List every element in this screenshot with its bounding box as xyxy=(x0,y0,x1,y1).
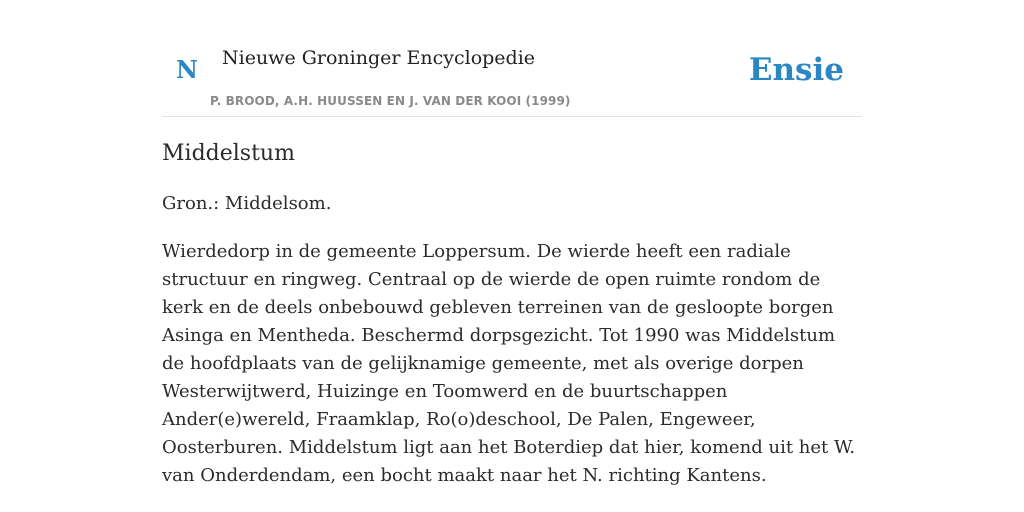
book-authors: P. BROOD, A.H. HUUSSEN EN J. VAN DER KOOI (1999) xyxy=(210,94,571,108)
entry-content xyxy=(162,138,862,490)
book-logo-icon[interactable]: N xyxy=(176,55,198,84)
entry-dialect-name: Gron.: Middelsom. xyxy=(162,193,332,214)
brand-logo[interactable]: Ensie xyxy=(748,52,844,88)
entry-body: Wierdedorp in de gemeente Loppersum. De wierde heeft een radiale structuur en ringweg. Centraal op de wierde de open ruimte rondom de kerk en de deels onbebouwd gebleven terreinen van de gesloopte borgen Asinga en Mentheda. Beschermd dorpsgezicht. Tot 1990 was Middelstum de hoofdplaats van de gelijknamige gemeente, met als overige dorpen Westerwijtwerd, Huizinge en Toomwerd en de buurtschappen Ander(e)wereld, Fraamklap, Ro(o)deschool, De Palen, Engeweer, Oosterburen. Middelstum ligt aan het Boterdiep dat hier, komend uit het W. van Onderdendam, een bocht maakt naar het N. richting Kantens. xyxy=(162,241,856,486)
entry-title: Middelstum xyxy=(162,141,295,166)
book-title[interactable]: Nieuwe Groninger Encyclopedie xyxy=(222,47,536,69)
book-header xyxy=(162,0,862,117)
